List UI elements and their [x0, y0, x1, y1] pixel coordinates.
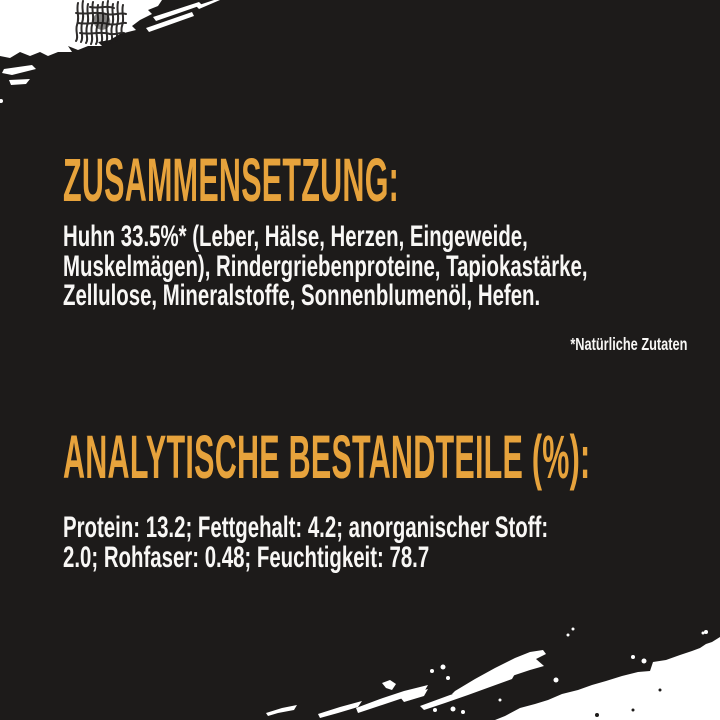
brush-blob-check	[382, 680, 396, 690]
brush-streak-top-1	[146, 12, 194, 32]
scratch-texture	[76, 1, 126, 44]
brush-dash-left-1	[2, 65, 36, 75]
brush-streak-br-6	[266, 705, 297, 716]
black-specks-in-white	[595, 689, 662, 718]
composition-text	[63, 222, 588, 311]
analysis-text-line-2: 2.0; Rohfaser: 0.48; Feuchtigkeit: 78.7	[63, 540, 430, 574]
scratch-lines-horizontal	[76, 7, 126, 34]
brush-blob-bottom-right	[495, 637, 720, 720]
brush-dash-left-2	[9, 79, 30, 85]
brush-streak-top-2	[153, 2, 202, 21]
scratch-patch	[93, 13, 110, 30]
brush-streak-br-4	[356, 685, 428, 713]
composition-text-line-2: Muskelmägen), Rindergriebenproteine, Tapiokastärke,	[63, 249, 588, 283]
brush-streak-br-2	[420, 672, 516, 710]
composition-heading: ZUSAMMENSETZUNG:	[63, 146, 400, 214]
scratch-lines-vertical	[76, 1, 123, 44]
brush-specks-bottom-right	[430, 628, 708, 715]
composition-text-line-3: Zellulose, Mineralstoffe, Sonnenblumenöl, Hefen.	[63, 279, 541, 312]
brush-streak-br-5	[318, 701, 362, 718]
composition-text-line-1: Huhn 33.5%* (Leber, Hälse, Herzen, Eingeweide,	[63, 220, 528, 253]
brush-speck-left	[0, 99, 3, 103]
brush-stroke-bottom-right	[266, 628, 720, 720]
analysis-text-line-1: Protein: 13.2; Fettgehalt: 4.2; anorganischer Stoff:	[63, 511, 549, 544]
natural-ingredients-footnote: *Natürliche Zutaten	[569, 334, 687, 354]
analysis-heading: ANALYTISCHE BESTANDTEILE (%):	[63, 423, 591, 491]
brush-stroke-top-left	[0, 0, 220, 103]
brush-streak-top-3	[196, 0, 220, 9]
analysis-text	[63, 513, 548, 572]
brush-blob-top-left	[0, 0, 162, 58]
brush-streak-br-1	[452, 650, 546, 697]
brush-streak-br-3	[400, 689, 428, 702]
